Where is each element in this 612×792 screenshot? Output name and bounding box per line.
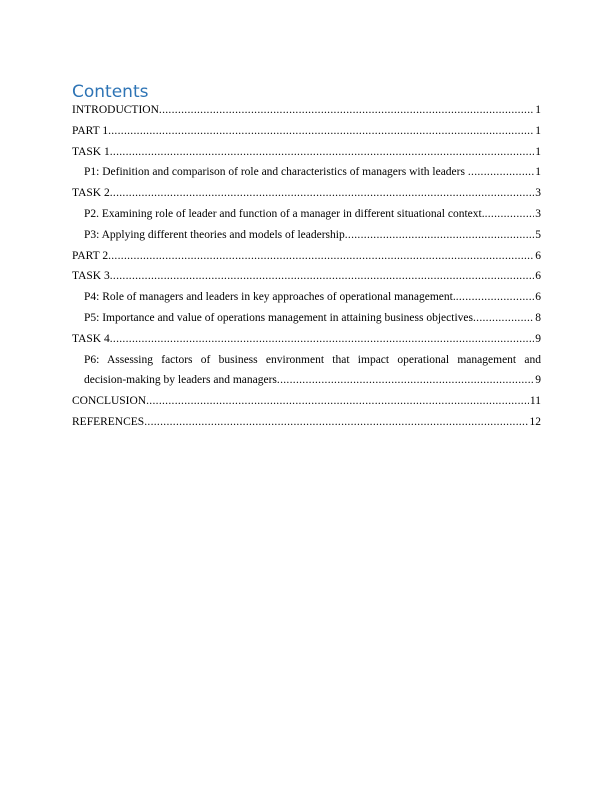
toc-entry-title: TASK 1 ..... — [72, 142, 541, 163]
toc-entry-title: TASK 2 ..... — [72, 183, 541, 204]
toc-entry-introduction[interactable] — [72, 100, 541, 121]
toc-heading: Contents — [72, 82, 149, 102]
toc-entry-title: P4: Role of managers and leaders in key approaches of operational management. ..... — [84, 287, 541, 308]
toc-entry-page-number: 3 — [534, 183, 541, 204]
toc-entry-task-1[interactable] — [72, 142, 541, 163]
toc-entry-p4[interactable] — [72, 287, 541, 308]
toc-entry-page-number: 3 — [534, 204, 541, 225]
toc-entry-page-number: 12 — [529, 412, 542, 433]
toc-entry-title: P1: Definition and comparison of role and characteristics of managers with leaders ..... — [84, 162, 541, 183]
toc-entry-page-number: 1 — [534, 162, 541, 183]
toc-entry-title: REFERENCES ..... — [72, 412, 541, 433]
toc-entry-page-number: 6 — [534, 287, 541, 308]
toc-entry-title: P5: Importance and value of operations management in attaining business objectives ..... — [84, 308, 541, 329]
toc-entry-page-number: 11 — [529, 391, 541, 412]
toc-entry-title: PART 2 ..... — [72, 246, 541, 267]
table-of-contents — [72, 100, 541, 433]
toc-entry-page-number: 8 — [534, 308, 541, 329]
toc-entry-page-number: 1 — [534, 142, 541, 163]
toc-entry-title-line-2: decision-making by leaders and managers ..... — [84, 370, 541, 391]
toc-entry-title-line-1: P6: Assessing factors of business environment that impact operational management and — [84, 353, 541, 366]
toc-entry-task-4[interactable] — [72, 329, 541, 350]
toc-entry-title: TASK 4 ..... — [72, 329, 541, 350]
toc-entry-conclusion[interactable] — [72, 391, 541, 412]
toc-entry-p1[interactable] — [72, 162, 541, 183]
toc-entry-part-2[interactable] — [72, 246, 541, 267]
toc-entry-title: P3: Applying different theories and models of leadership ..... — [84, 225, 541, 246]
toc-entry-page-number: 1 — [534, 100, 541, 121]
toc-entry-references[interactable] — [72, 412, 541, 433]
toc-entry-task-2[interactable] — [72, 183, 541, 204]
toc-entry-page-number: 5 — [534, 225, 541, 246]
toc-entry-part-1[interactable] — [72, 121, 541, 142]
toc-entry-task-3[interactable] — [72, 266, 541, 287]
toc-entry-page-number: 6 — [534, 246, 541, 267]
toc-entry-title: CONCLUSION ..... — [72, 391, 541, 412]
toc-entry-page-number: 9 — [534, 329, 541, 350]
toc-entry-title: INTRODUCTION ..... — [72, 100, 541, 121]
toc-entry-p6[interactable] — [72, 350, 541, 392]
toc-entry-p3[interactable] — [72, 225, 541, 246]
toc-entry-title: P2. Examining role of leader and function of a manager in different situational context. ..... — [84, 204, 541, 225]
toc-entry-page-number: 6 — [534, 266, 541, 287]
toc-entry-p2[interactable] — [72, 204, 541, 225]
toc-entry-page-number: 9 — [534, 370, 541, 391]
toc-entry-p5[interactable] — [72, 308, 541, 329]
toc-entry-title: TASK 3 ..... — [72, 266, 541, 287]
toc-entry-title: PART 1 ..... — [72, 121, 541, 142]
toc-entry-title-line-2-row — [84, 370, 541, 391]
toc-entry-page-number: 1 — [534, 121, 541, 142]
